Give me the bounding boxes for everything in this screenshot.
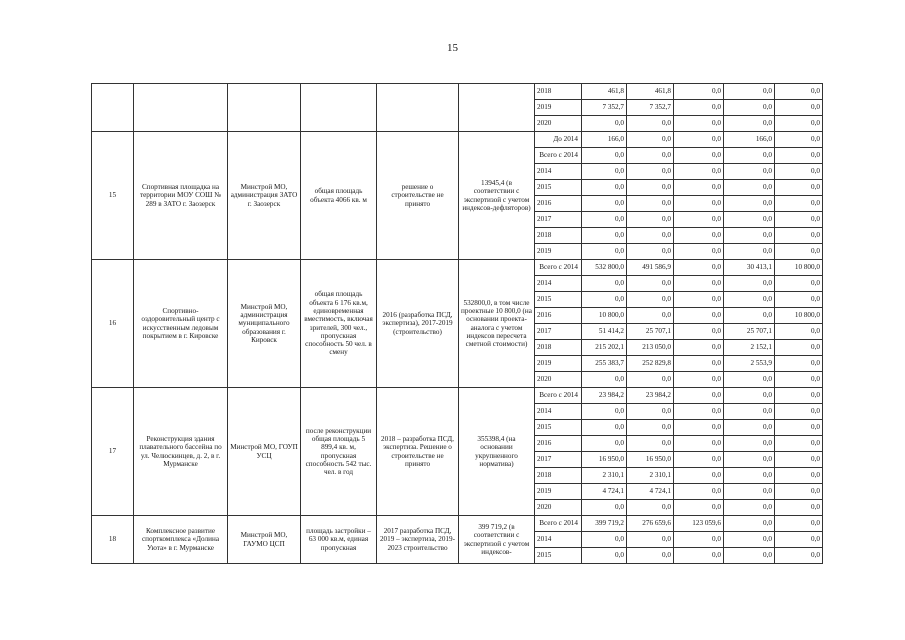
amount-cell: 213 050,0 xyxy=(627,340,674,356)
amount-cell: 0,0 xyxy=(582,244,627,260)
amount-cell: 0,0 xyxy=(582,148,627,164)
object-customer: Минстрой МО, администрация ЗАТО г. Заозерск xyxy=(228,132,301,260)
amount-cell: 0,0 xyxy=(775,468,823,484)
amount-cell: 0,0 xyxy=(674,164,724,180)
year-cell: 2014 xyxy=(535,404,582,420)
amount-cell: 0,0 xyxy=(627,420,674,436)
amount-cell: 0,0 xyxy=(674,244,724,260)
object-customer xyxy=(228,84,301,132)
amount-cell: 0,0 xyxy=(627,132,674,148)
table-row xyxy=(92,388,823,404)
year-cell: Всего с 2014 xyxy=(535,260,582,276)
amount-cell: 16 950,0 xyxy=(582,452,627,468)
amount-cell: 0,0 xyxy=(674,260,724,276)
year-cell: 2019 xyxy=(535,356,582,372)
amount-cell: 0,0 xyxy=(627,228,674,244)
year-cell: 2018 xyxy=(535,340,582,356)
amount-cell: 2 152,1 xyxy=(724,340,775,356)
year-cell: 2016 xyxy=(535,436,582,452)
year-cell: 2016 xyxy=(535,196,582,212)
amount-cell: 0,0 xyxy=(775,452,823,468)
amount-cell: 0,0 xyxy=(674,212,724,228)
amount-cell: 0,0 xyxy=(724,548,775,564)
amount-cell: 0,0 xyxy=(724,228,775,244)
object-capacity xyxy=(301,84,377,132)
amount-cell: 0,0 xyxy=(724,532,775,548)
object-cost xyxy=(459,84,535,132)
amount-cell: 0,0 xyxy=(724,116,775,132)
amount-cell: 0,0 xyxy=(724,276,775,292)
amount-cell: 0,0 xyxy=(775,228,823,244)
object-capacity: общая площадь объекта 6 176 кв.м, единовременная вместимость, включая зрителей, 300 чел., пропускная способность 50 чел. в смену xyxy=(301,260,377,388)
amount-cell: 30 413,1 xyxy=(724,260,775,276)
amount-cell: 0,0 xyxy=(674,372,724,388)
amount-cell: 0,0 xyxy=(775,84,823,100)
amount-cell: 7 352,7 xyxy=(627,100,674,116)
amount-cell: 0,0 xyxy=(674,228,724,244)
amount-cell: 0,0 xyxy=(582,372,627,388)
year-cell: 2018 xyxy=(535,84,582,100)
object-customer: Минстрой МО, ГАУМО ЦСП xyxy=(228,516,301,564)
amount-cell: 0,0 xyxy=(582,532,627,548)
amount-cell: 0,0 xyxy=(724,468,775,484)
amount-cell: 0,0 xyxy=(724,436,775,452)
table-row xyxy=(92,516,823,532)
amount-cell: 0,0 xyxy=(775,484,823,500)
year-cell: 2018 xyxy=(535,228,582,244)
amount-cell: 0,0 xyxy=(775,132,823,148)
amount-cell: 0,0 xyxy=(627,180,674,196)
amount-cell: 0,0 xyxy=(674,388,724,404)
amount-cell: 0,0 xyxy=(582,420,627,436)
amount-cell: 2 553,9 xyxy=(724,356,775,372)
year-cell: 2019 xyxy=(535,100,582,116)
amount-cell: 0,0 xyxy=(582,436,627,452)
amount-cell: 0,0 xyxy=(674,548,724,564)
amount-cell: 0,0 xyxy=(775,116,823,132)
amount-cell: 0,0 xyxy=(627,292,674,308)
amount-cell: 0,0 xyxy=(775,420,823,436)
year-cell: 2017 xyxy=(535,324,582,340)
object-status: 2017 разработка ПСД, 2019 – экспертиза, 2019-2023 строительство xyxy=(377,516,459,564)
object-number: 15 xyxy=(92,132,134,260)
amount-cell: 0,0 xyxy=(724,100,775,116)
object-number: 18 xyxy=(92,516,134,564)
amount-cell: 0,0 xyxy=(627,148,674,164)
amount-cell: 491 586,9 xyxy=(627,260,674,276)
amount-cell: 0,0 xyxy=(627,308,674,324)
year-cell: Всего с 2014 xyxy=(535,148,582,164)
amount-cell: 0,0 xyxy=(775,404,823,420)
object-name: Комплексное развитие спорткомплекса «Долина Уюта» в г. Мурманске xyxy=(134,516,228,564)
amount-cell: 0,0 xyxy=(724,148,775,164)
amount-cell: 0,0 xyxy=(674,404,724,420)
amount-cell: 0,0 xyxy=(724,388,775,404)
amount-cell: 0,0 xyxy=(582,292,627,308)
object-number: 17 xyxy=(92,388,134,516)
amount-cell: 0,0 xyxy=(674,308,724,324)
amount-cell: 0,0 xyxy=(775,324,823,340)
object-status xyxy=(377,84,459,132)
amount-cell: 0,0 xyxy=(582,228,627,244)
amount-cell: 0,0 xyxy=(582,276,627,292)
object-name: Спортивная площадка на территории МОУ СОШ № 289 в ЗАТО г. Заозерск xyxy=(134,132,228,260)
amount-cell: 166,0 xyxy=(582,132,627,148)
object-cost: 532800,0, в том числе проектные 10 800,0 (на основании проекта-аналога с учетом индексов пересчета сметной стоимости) xyxy=(459,260,535,388)
amount-cell: 0,0 xyxy=(724,212,775,228)
amount-cell: 25 707,1 xyxy=(724,324,775,340)
amount-cell: 0,0 xyxy=(724,500,775,516)
amount-cell: 0,0 xyxy=(674,452,724,468)
object-cost: 13945,4 (в соответствии с экспертизой с учетом индексов-дефляторов) xyxy=(459,132,535,260)
year-cell: 2014 xyxy=(535,164,582,180)
year-cell: 2017 xyxy=(535,212,582,228)
amount-cell: 0,0 xyxy=(775,356,823,372)
amount-cell: 0,0 xyxy=(674,484,724,500)
amount-cell: 399 719,2 xyxy=(582,516,627,532)
amount-cell: 0,0 xyxy=(582,500,627,516)
year-cell: 2019 xyxy=(535,484,582,500)
year-cell: 2014 xyxy=(535,276,582,292)
amount-cell: 0,0 xyxy=(627,276,674,292)
object-name: Спортивно-оздоровительный центр с искусственным ледовым покрытием в г. Кировске xyxy=(134,260,228,388)
amount-cell: 51 414,2 xyxy=(582,324,627,340)
amount-cell: 0,0 xyxy=(674,196,724,212)
amount-cell: 0,0 xyxy=(724,452,775,468)
amount-cell: 0,0 xyxy=(627,500,674,516)
amount-cell: 0,0 xyxy=(775,340,823,356)
amount-cell: 0,0 xyxy=(775,516,823,532)
year-cell: 2018 xyxy=(535,468,582,484)
amount-cell: 0,0 xyxy=(775,212,823,228)
object-number xyxy=(92,84,134,132)
amount-cell: 276 659,6 xyxy=(627,516,674,532)
amount-cell: 0,0 xyxy=(724,372,775,388)
amount-cell: 0,0 xyxy=(775,532,823,548)
amount-cell: 0,0 xyxy=(724,308,775,324)
amount-cell: 0,0 xyxy=(724,244,775,260)
amount-cell: 0,0 xyxy=(674,356,724,372)
amount-cell: 2 310,1 xyxy=(627,468,674,484)
year-cell: 2015 xyxy=(535,180,582,196)
amount-cell: 0,0 xyxy=(627,548,674,564)
amount-cell: 16 950,0 xyxy=(627,452,674,468)
amount-cell: 0,0 xyxy=(582,404,627,420)
year-cell: 2016 xyxy=(535,308,582,324)
amount-cell: 0,0 xyxy=(724,196,775,212)
amount-cell: 0,0 xyxy=(724,180,775,196)
year-cell: 2019 xyxy=(535,244,582,260)
amount-cell: 0,0 xyxy=(674,180,724,196)
amount-cell: 461,8 xyxy=(627,84,674,100)
amount-cell: 0,0 xyxy=(582,548,627,564)
amount-cell: 123 059,6 xyxy=(674,516,724,532)
amount-cell: 0,0 xyxy=(775,164,823,180)
table-row xyxy=(92,260,823,276)
amount-cell: 0,0 xyxy=(775,500,823,516)
amount-cell: 0,0 xyxy=(582,212,627,228)
amount-cell: 0,0 xyxy=(582,116,627,132)
page-number: 15 xyxy=(447,42,458,54)
amount-cell: 0,0 xyxy=(674,116,724,132)
amount-cell: 0,0 xyxy=(775,436,823,452)
amount-cell: 532 800,0 xyxy=(582,260,627,276)
amount-cell: 0,0 xyxy=(674,148,724,164)
amount-cell: 0,0 xyxy=(674,468,724,484)
object-name: Реконструкция здания плавательного бассейна по ул. Челюскинцев, д. 2, в г. Мурманске xyxy=(134,388,228,516)
year-cell: 2017 xyxy=(535,452,582,468)
amount-cell: 0,0 xyxy=(674,436,724,452)
amount-cell: 0,0 xyxy=(674,132,724,148)
amount-cell: 0,0 xyxy=(775,372,823,388)
year-cell: До 2014 xyxy=(535,132,582,148)
amount-cell: 166,0 xyxy=(724,132,775,148)
amount-cell: 10 800,0 xyxy=(775,260,823,276)
year-cell: 2014 xyxy=(535,532,582,548)
amount-cell: 2 310,1 xyxy=(582,468,627,484)
amount-cell: 4 724,1 xyxy=(582,484,627,500)
amount-cell: 252 829,8 xyxy=(627,356,674,372)
investment-table xyxy=(91,83,823,564)
amount-cell: 0,0 xyxy=(775,148,823,164)
amount-cell: 0,0 xyxy=(775,100,823,116)
object-capacity: площадь застройки – 63 000 кв.м, единая пропускная xyxy=(301,516,377,564)
amount-cell: 0,0 xyxy=(627,164,674,180)
amount-cell: 0,0 xyxy=(674,100,724,116)
amount-cell: 0,0 xyxy=(775,196,823,212)
amount-cell: 0,0 xyxy=(674,84,724,100)
object-status: 2018 – разработка ПСД, экспертиза. Решение о строительстве не принято xyxy=(377,388,459,516)
year-cell: 2020 xyxy=(535,116,582,132)
year-cell: 2015 xyxy=(535,420,582,436)
object-customer: Минстрой МО, ГОУП УСЦ xyxy=(228,388,301,516)
amount-cell: 0,0 xyxy=(627,116,674,132)
table-row xyxy=(92,132,823,148)
amount-cell: 0,0 xyxy=(674,500,724,516)
amount-cell: 0,0 xyxy=(724,164,775,180)
object-capacity: общая площадь объекта 4066 кв. м xyxy=(301,132,377,260)
amount-cell: 0,0 xyxy=(627,212,674,228)
amount-cell: 23 984,2 xyxy=(582,388,627,404)
amount-cell: 0,0 xyxy=(674,340,724,356)
amount-cell: 0,0 xyxy=(627,244,674,260)
amount-cell: 0,0 xyxy=(674,276,724,292)
amount-cell: 0,0 xyxy=(724,420,775,436)
object-customer: Минстрой МО, администрация муниципального образования г. Кировск xyxy=(228,260,301,388)
amount-cell: 4 724,1 xyxy=(627,484,674,500)
amount-cell: 0,0 xyxy=(627,404,674,420)
amount-cell: 0,0 xyxy=(674,324,724,340)
object-number: 16 xyxy=(92,260,134,388)
year-cell: Всего с 2014 xyxy=(535,516,582,532)
year-cell: 2020 xyxy=(535,372,582,388)
amount-cell: 215 202,1 xyxy=(582,340,627,356)
amount-cell: 0,0 xyxy=(582,180,627,196)
amount-cell: 7 352,7 xyxy=(582,100,627,116)
amount-cell: 0,0 xyxy=(775,244,823,260)
amount-cell: 0,0 xyxy=(627,532,674,548)
object-cost: 355398,4 (на основании укрупненного норматива) xyxy=(459,388,535,516)
year-cell: 2015 xyxy=(535,292,582,308)
amount-cell: 0,0 xyxy=(775,276,823,292)
amount-cell: 0,0 xyxy=(582,164,627,180)
year-cell: 2015 xyxy=(535,548,582,564)
object-name xyxy=(134,84,228,132)
year-cell: 2020 xyxy=(535,500,582,516)
amount-cell: 461,8 xyxy=(582,84,627,100)
object-status: 2016 (разработка ПСД, экспертиза), 2017-2019 (строительство) xyxy=(377,260,459,388)
amount-cell: 0,0 xyxy=(775,388,823,404)
object-capacity: после реконструкции общая площадь 5 899,4 кв. м, пропускная способность 542 тыс. чел. в год xyxy=(301,388,377,516)
amount-cell: 0,0 xyxy=(724,404,775,420)
amount-cell: 0,0 xyxy=(582,196,627,212)
amount-cell: 0,0 xyxy=(775,180,823,196)
amount-cell: 0,0 xyxy=(724,84,775,100)
amount-cell: 0,0 xyxy=(627,372,674,388)
amount-cell: 0,0 xyxy=(724,292,775,308)
object-cost: 399 719,2 (в соответствии с экспертизой с учетом индексов- xyxy=(459,516,535,564)
amount-cell: 255 383,7 xyxy=(582,356,627,372)
object-status: решение о строительстве не принято xyxy=(377,132,459,260)
amount-cell: 0,0 xyxy=(674,292,724,308)
amount-cell: 10 800,0 xyxy=(775,308,823,324)
amount-cell: 0,0 xyxy=(724,516,775,532)
amount-cell: 23 984,2 xyxy=(627,388,674,404)
amount-cell: 10 800,0 xyxy=(582,308,627,324)
amount-cell: 0,0 xyxy=(674,532,724,548)
year-cell: Всего с 2014 xyxy=(535,388,582,404)
amount-cell: 0,0 xyxy=(724,484,775,500)
amount-cell: 25 707,1 xyxy=(627,324,674,340)
amount-cell: 0,0 xyxy=(775,292,823,308)
amount-cell: 0,0 xyxy=(775,548,823,564)
amount-cell: 0,0 xyxy=(627,196,674,212)
amount-cell: 0,0 xyxy=(627,436,674,452)
table-row xyxy=(92,84,823,100)
amount-cell: 0,0 xyxy=(674,420,724,436)
